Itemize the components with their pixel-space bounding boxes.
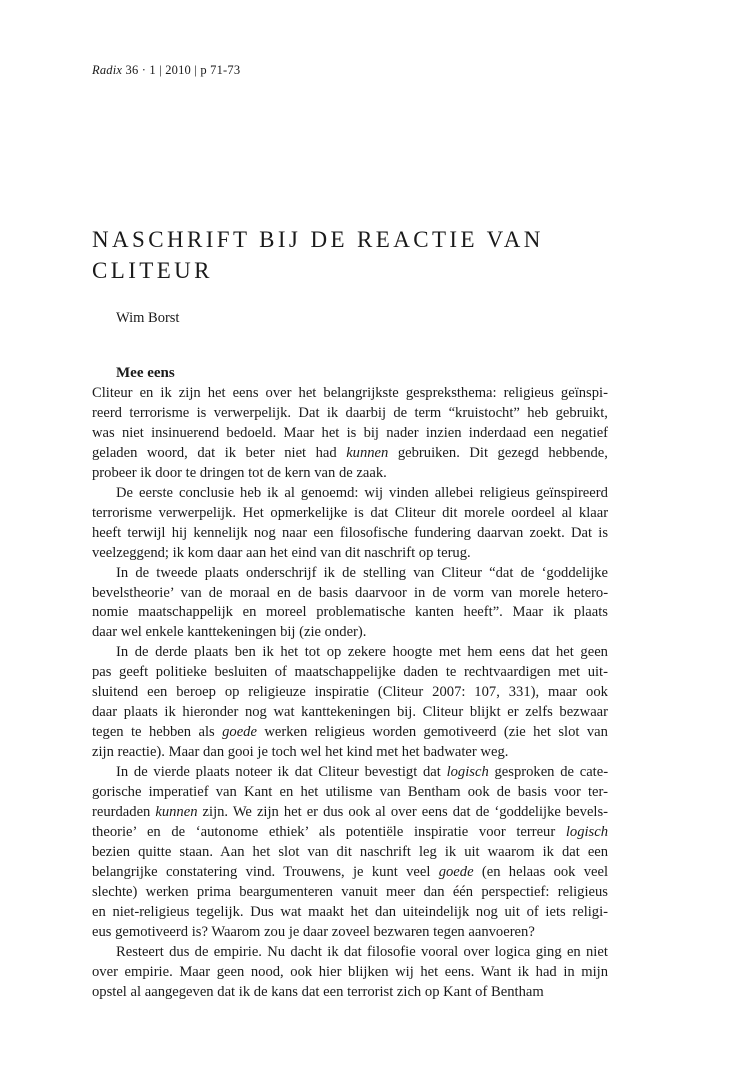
text-line: Cliteur en ik zijn het eens over het belangrijkste gespreksthema: religieus geïnspi- bbox=[92, 385, 608, 401]
text-line: probeer ik door te dringen tot de kern van de zaak. bbox=[92, 464, 387, 481]
paragraph bbox=[92, 943, 608, 1003]
author-name: Wim Borst bbox=[116, 310, 180, 326]
paragraph bbox=[92, 384, 608, 484]
text-line: In de vierde plaats noteer ik dat Cliteur bevestigt dat logisch gesproken de cate- bbox=[116, 764, 609, 781]
text-line: daar plaats ik hieronder nog wat kanttekeningen bij. Cliteur blijkt er zelfs bezwaar bbox=[92, 704, 609, 721]
section-heading: Mee eens bbox=[116, 365, 175, 381]
text-line: slechte) werken prima beargumenteren vanuit meer dan één perspectief: religieus bbox=[92, 883, 608, 900]
text-line: was niet insinuerend bedoeld. Maar het is bij nader inzien inderdaad een negatief bbox=[92, 424, 609, 441]
paragraph bbox=[92, 484, 608, 564]
text-line: veelzeggend; ik kom daar aan het eind van dit naschrift op terug. bbox=[92, 544, 471, 561]
text-line: daar wel enkele kanttekeningen bij (zie onder). bbox=[92, 624, 367, 641]
text-line: over empirie. Maar geen nood, ook hier blijken wij het eens. Want ik had in mijn bbox=[92, 963, 609, 980]
text-line: bevelstheorie’ van de moraal en de basis daarvoor in de vorm van morele hetero- bbox=[92, 584, 609, 601]
text-line: belangrijke constatering vind. Trouwens, je kunt veel goede (en helaas ook veel bbox=[92, 863, 609, 880]
running-head bbox=[92, 63, 240, 78]
text-line: heeft terwijl hij kennelijk nog naar een filosofische fundering daarvan zoekt. Dat is bbox=[92, 524, 609, 541]
issue-details: 36 · 1 | 2010 | p 71-73 bbox=[122, 63, 241, 77]
text-line: nomie maatschappelijk en moreel problematische kanten heeft”. Maar ik plaats bbox=[92, 604, 608, 621]
text-line: gorische imperatief van Kant en het utilisme van Bentham ook de basis voor ter- bbox=[92, 784, 608, 801]
text-line: Resteert dus de empirie. Nu dacht ik dat filosofie vooral over logica ging en niet bbox=[116, 943, 608, 960]
body-text bbox=[92, 384, 608, 1003]
paragraph bbox=[92, 643, 608, 763]
text-line: In de derde plaats ben ik het tot op zekere hoogte met hem eens dat het geen bbox=[116, 644, 608, 661]
text-line: zijn reactie). Maar dan gooi je toch wel het kind met het badwater weg. bbox=[92, 744, 509, 761]
text-line: theorie’ en de ‘autonome ethiek’ als potentiële inspiratie voor terreur logisch bbox=[92, 823, 609, 840]
text-line: In de tweede plaats onderschrijf ik de stelling van Cliteur “dat de ‘goddelijke bbox=[116, 564, 609, 581]
paragraph bbox=[92, 564, 608, 644]
text-line: terrorisme verwerpelijk. Het opmerkelijke is dat Cliteur dit morele oordeel al klaar bbox=[92, 504, 609, 521]
text-line: reerd terrorisme is verwerpelijk. Dat ik daarbij de term “kruistocht” heb gebruikt, bbox=[92, 404, 608, 421]
text-line: reurdaden kunnen zijn. We zijn het er dus ook al over eens dat de ‘goddelijke bevels- bbox=[92, 804, 609, 821]
journal-name: Radix bbox=[92, 63, 123, 77]
article-title: NASCHRIFT BIJ DE REACTIE VAN CLITEUR bbox=[92, 227, 544, 283]
paragraph bbox=[92, 763, 608, 943]
text-line: pas geeft politieke besluiten of maatschappelijke daden te rechtvaardigen met uit- bbox=[92, 664, 608, 681]
text-line: eus gemotiveerd is? Waarom zou je daar zoveel bezwaren tegen aanvoeren? bbox=[92, 923, 535, 940]
text-line: en niet-religieus tegelijk. Dus wat maakt het dan uiteindelijk nog uit of iets religi- bbox=[92, 903, 609, 920]
text-line: geladen woord, dat ik beter niet had kunnen gebruiken. Dit gezegd hebbende, bbox=[92, 444, 608, 461]
text-line: bezien quitte staan. Aan het slot van dit naschrift leg ik uit waarom ik dat een bbox=[92, 843, 609, 860]
text-line: sluitend een beroep op religieuze inspiratie (Cliteur 2007: 107, 331), maar ook bbox=[92, 684, 608, 701]
text-line: De eerste conclusie heb ik al genoemd: wij vinden allebei religieus geïnspireerd bbox=[116, 484, 608, 501]
text-line: tegen te hebben als goede werken religieus worden gemotiveerd (zie het slot van bbox=[92, 724, 608, 741]
text-line: opstel al aangegeven dat ik de kans dat een terrorist zich op Kant of Bentham bbox=[92, 983, 544, 1000]
